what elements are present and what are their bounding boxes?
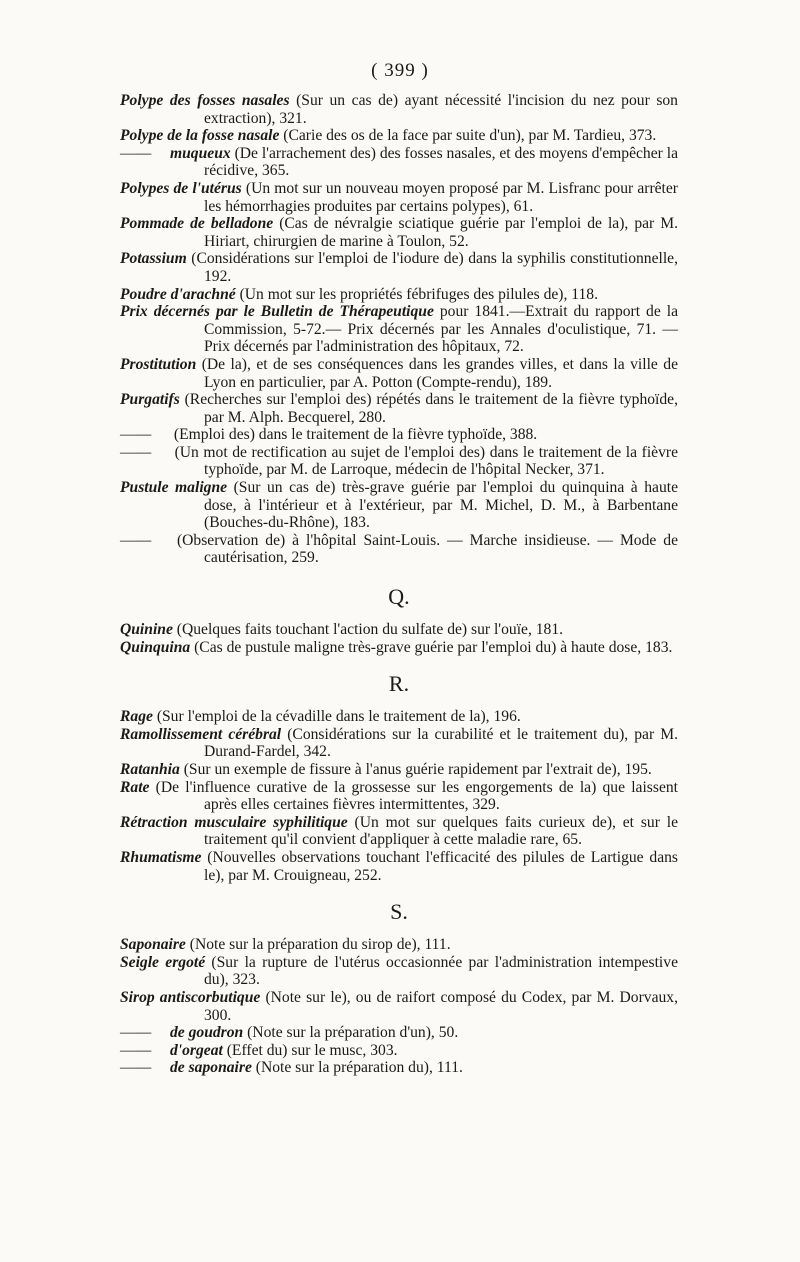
entry-heading: Rétraction musculaire syphilitique — [120, 813, 348, 831]
entry-text: (Sur l'emploi de la cévadille dans le traitement de la), 196. — [152, 708, 521, 726]
entry-heading: Quinquina — [120, 638, 191, 656]
entry-heading: Ramollissement cérébral — [120, 725, 282, 743]
entry-heading: Polypes de l'utérus — [120, 179, 242, 197]
index-entry — [120, 621, 678, 639]
index-entry — [120, 849, 678, 884]
entry-text: (Sur un cas de) très-grave guérie par l'emploi du quinquina à haute dose, à l'intérieur et à l'extérieur, par M. Michel, D. M., à Barbentane (Bouches-du-Rhône), 183. — [204, 479, 678, 532]
entry-heading: Polype de la fosse nasale — [120, 127, 280, 145]
index-entry — [120, 180, 678, 215]
entry-text: (Considérations sur l'emploi de l'iodure de) dans la syphilis constitutionnelle, 192. — [186, 250, 678, 285]
index-entry — [120, 532, 678, 567]
entry-text: (De l'influence curative de la grossesse sur les engorgements de la) que laissent après elles certaines fièvres intermittentes, 329. — [149, 778, 678, 814]
repeat-dash: —— — [120, 1059, 152, 1077]
entry-text: (Considérations sur la curabilité et le traitement du), par M. Durand-Fardel, 342. — [204, 725, 678, 761]
repeat-dash: —— — [120, 531, 152, 549]
repeat-dash: —— — [120, 1024, 152, 1042]
entry-text: (Nouvelles observations touchant l'efficacité des pilules de Lartigue dans le), par M. Crouigneau, 252. — [201, 848, 678, 884]
index-entry — [120, 726, 678, 761]
entry-text: (Note sur la préparation d'un), 50. — [243, 1024, 459, 1042]
entry-text: (Recherches sur l'emploi des) répétés dans le traitement de la fièvre typhoïde, par M. Alph. Becquerel, 280. — [179, 391, 678, 426]
entry-text: (Un mot sur quelques faits curieux de), et sur le traitement qu'il convient d'appliquer à cette maladie rare, 65. — [204, 813, 678, 849]
index-entry — [120, 639, 678, 657]
entry-heading: Potassium — [120, 250, 187, 268]
entry-text: (De la), et de ses conséquences dans les grandes villes, et dans la ville de Lyon en particulier, par A. Potton (Compte-rendu), 189. — [196, 355, 678, 391]
entry-text: (Observation de) à l'hôpital Saint-Louis. — Marche insidieuse. — Mode de cautérisation, 259. — [170, 531, 678, 567]
repeat-dash: —— — [120, 426, 152, 444]
entry-text: (Cas de névralgie sciatique guérie par l'emploi de la), par M. Hiriart, chirurgien de marine à Toulon, 52. — [204, 215, 678, 250]
index-entry — [120, 391, 678, 426]
entry-text: (Un mot sur un nouveau moyen proposé par M. Lisfranc pour arrêter les hémorrhagies produites par certains polypes), 61. — [204, 179, 679, 215]
index-entry — [120, 356, 678, 391]
section-letter: R. — [388, 671, 410, 697]
entry-heading: muqueux — [170, 144, 231, 162]
entry-heading: Seigle ergoté — [120, 953, 206, 971]
repeat-dash: —— — [120, 1041, 152, 1059]
index-entry — [120, 479, 678, 532]
index-entry — [120, 286, 678, 304]
entry-heading: Rage — [120, 708, 153, 726]
index-entry — [120, 761, 678, 779]
entry-text: (Carie des os de la face par suite d'un), par M. Tardieu, 373. — [279, 127, 657, 145]
entry-text: (Un mot sur les propriétés fébrifuges des pilules de), 118. — [235, 285, 598, 303]
entry-text: (Sur un exemple de fissure à l'anus guérie rapidement par l'extrait de), 195. — [179, 761, 652, 778]
index-entry — [120, 989, 678, 1024]
entry-text: (Cas de pustule maligne très-grave guérie par l'emploi du) à haute dose, 183. — [190, 638, 673, 656]
entry-heading: Quinine — [120, 621, 173, 639]
entry-text: (Effet du) sur le musc, 303. — [222, 1041, 398, 1059]
entry-heading: Pommade de belladone — [120, 215, 274, 233]
index-entry — [120, 1059, 678, 1077]
section-letter: Q. — [388, 584, 410, 610]
entry-heading: Saponaire — [120, 936, 186, 954]
entry-text: (Sur un cas de) ayant nécessité l'incision du nez pour son extraction), 321. — [204, 92, 678, 127]
entry-text: (Note sur la préparation du), 111. — [251, 1059, 463, 1077]
entry-heading: Prix décernés par le Bulletin de Thérapeutique — [120, 303, 434, 321]
index-entry — [120, 936, 678, 954]
entry-heading: Polype des fosses nasales — [120, 92, 290, 109]
entry-text: (Emploi des) dans le traitement de la fièvre typhoïde, 388. — [170, 426, 538, 444]
index-entry — [120, 1042, 678, 1060]
index-entries — [120, 92, 678, 1077]
index-entry — [120, 127, 678, 145]
entry-heading: de goudron — [170, 1024, 244, 1042]
index-entry — [120, 954, 678, 989]
entry-heading: Rate — [120, 778, 150, 796]
section-letter: S. — [390, 899, 408, 925]
repeat-dash: —— — [120, 443, 152, 461]
entry-text: (Note sur le), ou de raifort composé du Codex, par M. Dorvaux, 300. — [204, 988, 678, 1024]
index-entry — [120, 779, 678, 814]
index-entry — [120, 145, 678, 180]
index-entry — [120, 814, 678, 849]
index-entry — [120, 1024, 678, 1042]
entry-text: (De l'arrachement des) des fosses nasales, et des moyens d'empêcher la récidive, 365. — [204, 144, 678, 180]
entry-heading: Ratanhia — [120, 761, 180, 778]
entry-heading: Prostitution — [120, 355, 197, 373]
entry-text: (Note sur la préparation du sirop de), 111. — [185, 936, 451, 954]
entry-heading: Poudre d'arachné — [120, 285, 236, 303]
repeat-dash: —— — [120, 144, 152, 162]
entry-text: pour 1841.—Extrait du rapport de la Commission, 5-72.— Prix décernés par les Annales d'oculistique, 71. —Prix décernés par l'administration des hôpitaux, 72. — [204, 303, 678, 356]
index-entry — [120, 250, 678, 285]
entry-heading: Sirop antiscorbutique — [120, 988, 261, 1006]
index-entry — [120, 426, 678, 444]
entry-text: (Quelques faits touchant l'action du sulfate de) sur l'ouïe, 181. — [172, 621, 564, 639]
index-entry — [120, 303, 678, 356]
entry-heading: d'orgeat — [170, 1041, 223, 1059]
entry-heading: de saponaire — [170, 1059, 252, 1077]
index-entry — [120, 444, 678, 479]
page-number: ( 399 ) — [371, 60, 429, 81]
entry-heading: Rhumatisme — [120, 848, 202, 866]
entry-text: (Sur la rupture de l'utérus occasionnée par l'administration intempestive du), 323. — [204, 953, 678, 989]
entry-text: (Un mot de rectification au sujet de l'emploi des) dans le traitement de la fièvre typhoïde, par M. de Larroque, médecin de l'hôpital Necker, 371. — [170, 443, 678, 479]
entry-heading: Pustule maligne — [120, 479, 228, 497]
index-entry — [120, 215, 678, 250]
entry-heading: Purgatifs — [120, 391, 180, 409]
index-entry — [120, 708, 678, 726]
index-entry — [120, 92, 678, 127]
